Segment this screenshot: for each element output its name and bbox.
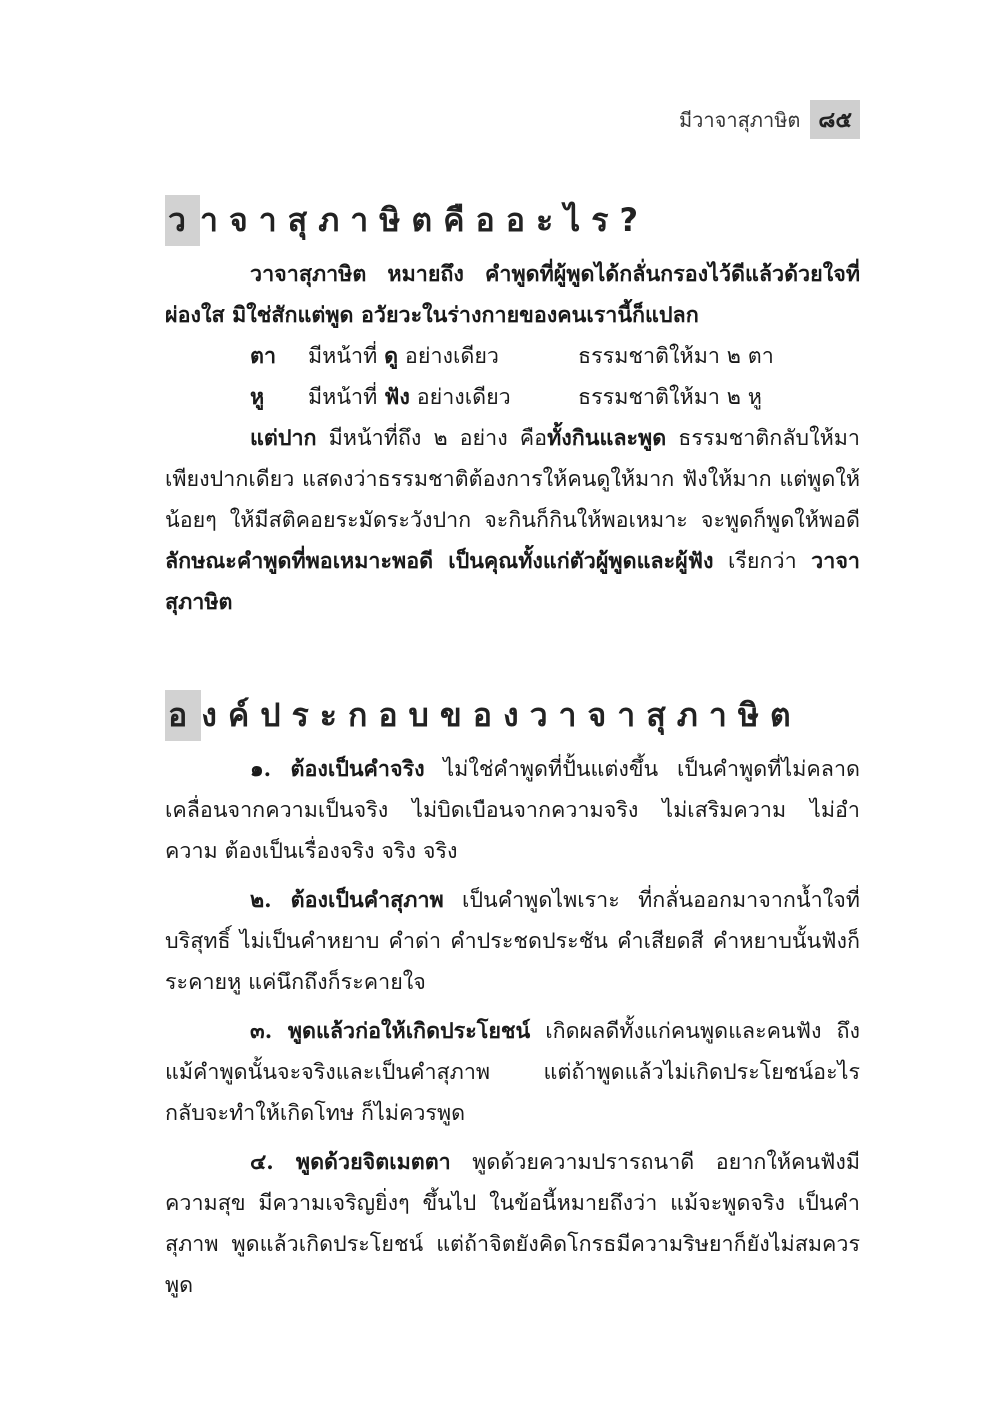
definition-text: หมายถึง คำพูดที่ผู้พูดได้กลั่นกรองไว้ดีแล้วด้วยใจที่ผ่องใส มิใช่สักแต่พูด อวัยวะในร่างกายของคนเรานี้ก็แปลก xyxy=(165,262,860,328)
section-title-components xyxy=(165,690,860,741)
title-rest: าจาสุภาษิตคืออะไร? xyxy=(199,201,649,239)
section-what-is-vaca xyxy=(165,195,860,623)
definition-paragraph xyxy=(165,254,860,336)
component-text: เป็นคำพูดไพเราะ ที่กลั่นออกมาจากน้ำใจที่บริสุทธิ์ ไม่เป็นคำหยาบ คำด่า คำประชดประชัน คำเสียดสี คำหยาบนั้นฟังก็ระคายหู แค่นึกถึงก็ระคายใจ xyxy=(165,888,860,995)
component-item-3 xyxy=(165,1011,860,1134)
title-initial-highlight: ว xyxy=(165,195,200,246)
definition-term: วาจาสุภาษิต xyxy=(250,262,367,287)
component-heading: ๑. ต้องเป็นคำจริง xyxy=(250,757,425,782)
section-title-what-is xyxy=(165,195,860,246)
section-components xyxy=(165,690,860,1314)
organ-name: ตา xyxy=(250,344,277,369)
component-heading: ๓. พูดแล้วก่อให้เกิดประโยชน์ xyxy=(250,1019,531,1044)
organ-nature: ธรรมชาติให้มา ๒ ตา xyxy=(578,344,774,369)
running-title: มีวาจาสุภาษิต xyxy=(678,107,801,132)
organ-nature: ธรรมชาติให้มา ๒ หู xyxy=(578,385,762,410)
organ-name: หู xyxy=(250,385,265,410)
organ-row-ear xyxy=(165,377,860,418)
running-header xyxy=(679,100,860,139)
page-number: ๘๕ xyxy=(810,100,860,139)
component-text: เกิดผลดีทั้งแก่คนพูดและคนฟัง ถึงแม้คำพูดนั้นจะจริงและเป็นคำสุภาพ แต่ถ้าพูดแล้วไม่เกิดประโยชน์อะไร กลับจะทำให้เกิดโทษ ก็ไม่ควรพูด xyxy=(165,1019,861,1126)
component-item-1 xyxy=(165,749,860,872)
component-text: พูดด้วยความปรารถนาดี อยากให้คนฟังมีความสุข มีความเจริญยิ่งๆ ขึ้นไป ในข้อนี้หมายถึงว่า แม้จะพูดจริง เป็นคำสุภาพ พูดแล้วเกิดประโยชน์ แต่ถ้าจิตยังคิดโกรธมีความริษยาก็ยังไม่สมควรพูด xyxy=(165,1150,860,1298)
mouth-paragraph: แต่ปาก มีหน้าที่ถึง ๒ อย่าง คือทั้งกินและพูด ธรรมชาติกลับให้มาเพียงปากเดียว แสดงว่าธรรมชาติต้องการให้คนดูให้มาก ฟังให้มาก แต่พูดให้น้อยๆ ให้มีสติคอยระมัดระวังปาก จะกินก็กินให้พอเหมาะ จะพูดก็พูดให้พอดี ลักษณะคำพูดที่พอเหมาะพอดี เป็นคุณทั้งแก่ตัวผู้พูดและผู้ฟัง เรียกว่า วาจาสุภาษิต xyxy=(165,426,860,615)
organ-duty: มีหน้าที่ ฟัง อย่างเดียว xyxy=(308,385,511,410)
component-item-4 xyxy=(165,1142,860,1306)
title-initial-highlight: อ xyxy=(165,690,201,741)
organ-duty: มีหน้าที่ ดู อย่างเดียว xyxy=(308,344,499,369)
component-text: ไม่ใช่คำพูดที่ปั้นแต่งขึ้น เป็นคำพูดที่ไม่คลาดเคลื่อนจากความเป็นจริง ไม่บิดเบือนจากความจริง ไม่เสริมความ ไม่อำความ ต้องเป็นเรื่องจริง จริง จริง xyxy=(165,757,860,864)
organ-row-eye xyxy=(165,336,860,377)
component-item-2 xyxy=(165,880,860,1003)
title-rest: งค์ประกอบของวาจาสุภาษิต xyxy=(201,696,802,734)
component-heading: ๔. พูดด้วยจิตเมตตา xyxy=(250,1150,451,1175)
component-heading: ๒. ต้องเป็นคำสุภาพ xyxy=(250,888,444,913)
